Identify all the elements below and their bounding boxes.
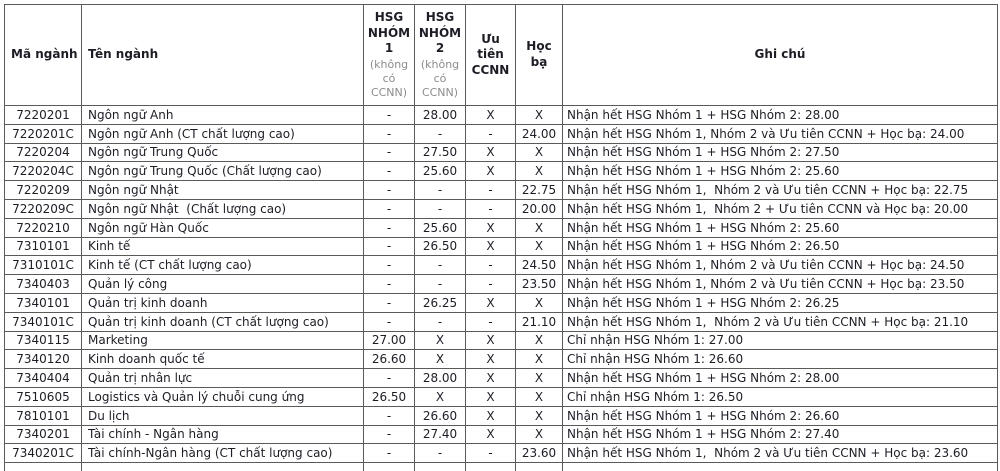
hsg-group2-cell: 26.25 [415,293,466,312]
transcript-cell: 23.60 [516,444,563,463]
note-cell: Nhận hết HSG Nhóm 1, Nhóm 2 + Ưu tiên CCNN và Học bạ: 20.00 [563,199,998,218]
col-header-hsg-group1-subnote: (không có CCNN) [369,57,409,99]
col-header-hsg-group1 [364,5,415,106]
col-header-hsg-group2 [415,5,466,106]
hsg-group2-cell: X [415,350,466,369]
major-code-cell: 7340101C [5,312,82,331]
major-name-cell: Tài chính - Ngân hàng [82,425,364,444]
major-code-cell: 7220201 [5,106,82,125]
transcript-cell: X [516,425,563,444]
note-cell: Nhận hết HSG Nhóm 1, Nhóm 2 và Ưu tiên CCNN + Học bạ: 22.75 [563,181,998,200]
hsg-group1-cell: - [364,256,415,275]
table-row [5,237,998,256]
note-cell: Chỉ nhận HSG Nhóm 1: 26.50 [563,387,998,406]
note-cell: Nhận hết HSG Nhóm 1 + HSG Nhóm 2: 26.50 [563,237,998,256]
table-row [5,387,998,406]
col-header-hsg-group2-subnote: (không có CCNN) [420,57,460,99]
hsg-group2-cell: X [415,387,466,406]
hsg-group2-cell: - [415,199,466,218]
ccnn-priority-cell: - [466,181,516,200]
major-code-cell: 7340404 [5,369,82,388]
note-cell: Nhận hết HSG Nhóm 1, Nhóm 2 và Ưu tiên CCNN + Học bạ: 23.50 [563,275,998,294]
col-header-hsg-group2-label: HSG NHÓM 2 [418,9,462,56]
ccnn-priority-cell: X [466,369,516,388]
major-code-cell: 7340201 [5,425,82,444]
table-row [5,331,998,350]
ccnn-priority-cell: - [466,444,516,463]
table-row [5,143,998,162]
transcript-cell: X [516,350,563,369]
table-row [5,275,998,294]
major-name-cell: Tài chính-Ngân hàng (CT chất lượng cao) [82,444,364,463]
major-name-cell [82,463,364,471]
table-header [5,5,998,106]
major-name-cell: Logistics và Quản lý chuỗi cung ứng [82,387,364,406]
note-cell: Nhận hết HSG Nhóm 1 + HSG Nhóm 2: 28.00 [563,106,998,125]
note-cell: Nhận hết HSG Nhóm 1, Nhóm 2 và Ưu tiên CCNN + Học bạ: 24.00 [563,124,998,143]
hsg-group2-cell: 26.50 [415,237,466,256]
major-code-cell: 7310101 [5,237,82,256]
hsg-group1-cell: - [364,143,415,162]
ccnn-priority-cell: X [466,350,516,369]
admission-scores-table [4,4,998,471]
table-row [5,425,998,444]
major-code-cell: 7340403 [5,275,82,294]
hsg-group2-cell: - [415,312,466,331]
col-header-transcript: Học bạ [516,5,563,106]
ccnn-priority-cell: X [466,406,516,425]
hsg-group2-cell: - [415,444,466,463]
hsg-group1-cell: 26.50 [364,387,415,406]
major-code-cell: 7340115 [5,331,82,350]
hsg-group1-cell [364,463,415,471]
hsg-group2-cell: X [415,331,466,350]
table-row [5,406,998,425]
hsg-group2-cell: 28.00 [415,369,466,388]
major-name-cell: Kinh tế [82,237,364,256]
note-cell: Nhận hết HSG Nhóm 1, Nhóm 2 và Ưu tiên CCNN + Học bạ: 21.10 [563,312,998,331]
major-code-cell: 7340101 [5,293,82,312]
ccnn-priority-cell: X [466,106,516,125]
hsg-group1-cell: - [364,237,415,256]
major-name-cell: Quản trị nhân lực [82,369,364,388]
ccnn-priority-cell: - [466,199,516,218]
hsg-group1-cell: - [364,162,415,181]
hsg-group1-cell: - [364,369,415,388]
major-name-cell: Marketing [82,331,364,350]
major-name-cell: Du lịch [82,406,364,425]
transcript-cell: X [516,387,563,406]
hsg-group2-cell [415,463,466,471]
hsg-group2-cell: 28.00 [415,106,466,125]
ccnn-priority-cell: - [466,256,516,275]
hsg-group1-cell: - [364,425,415,444]
note-cell: Nhận hết HSG Nhóm 1 + HSG Nhóm 2: 27.40 [563,425,998,444]
ccnn-priority-cell: X [466,162,516,181]
major-name-cell: Ngôn ngữ Nhật (Chất lượng cao) [82,199,364,218]
hsg-group2-cell: 26.60 [415,406,466,425]
ccnn-priority-cell: X [466,331,516,350]
hsg-group2-cell: - [415,181,466,200]
transcript-cell: 24.50 [516,256,563,275]
table-row [5,312,998,331]
hsg-group1-cell: - [364,293,415,312]
ccnn-priority-cell: - [466,312,516,331]
hsg-group1-cell: - [364,106,415,125]
note-cell: Nhận hết HSG Nhóm 1 + HSG Nhóm 2: 25.60 [563,218,998,237]
transcript-cell: X [516,218,563,237]
major-name-cell: Kinh doanh quốc tế [82,350,364,369]
major-name-cell: Ngôn ngữ Nhật [82,181,364,200]
note-cell: Nhận hết HSG Nhóm 1, Nhóm 2 và Ưu tiên CCNN + Học bạ: 24.50 [563,256,998,275]
note-cell: Nhận hết HSG Nhóm 1 + HSG Nhóm 2: 27.50 [563,143,998,162]
major-name-cell: Ngôn ngữ Hàn Quốc [82,218,364,237]
ccnn-priority-cell: - [466,124,516,143]
note-cell: Nhận hết HSG Nhóm 1, Nhóm 2 và Ưu tiên CCNN + Học bạ: 23.60 [563,444,998,463]
note-cell [563,463,998,471]
table-row [5,350,998,369]
major-code-cell: 7340201C [5,444,82,463]
ccnn-priority-cell: X [466,293,516,312]
table-row [5,256,998,275]
hsg-group2-cell: - [415,124,466,143]
hsg-group2-cell: 25.60 [415,218,466,237]
transcript-cell: 20.00 [516,199,563,218]
table-row [5,162,998,181]
hsg-group1-cell: 27.00 [364,331,415,350]
hsg-group1-cell: 26.60 [364,350,415,369]
note-cell: Nhận hết HSG Nhóm 1 + HSG Nhóm 2: 26.60 [563,406,998,425]
header-row [5,5,998,106]
hsg-group2-cell: - [415,256,466,275]
major-code-cell: 7510605 [5,387,82,406]
transcript-cell: X [516,406,563,425]
major-code-cell: 7220209 [5,181,82,200]
ccnn-priority-cell: X [466,237,516,256]
ccnn-priority-cell: X [466,387,516,406]
major-code-cell: 7310101C [5,256,82,275]
note-cell: Chỉ nhận HSG Nhóm 1: 26.60 [563,350,998,369]
major-code-cell: 7810101 [5,406,82,425]
table-row [5,124,998,143]
major-name-cell: Ngôn ngữ Trung Quốc [82,143,364,162]
transcript-cell: X [516,143,563,162]
table-row [5,369,998,388]
hsg-group1-cell: - [364,275,415,294]
transcript-cell: 23.50 [516,275,563,294]
table-row [5,444,998,463]
ccnn-priority-cell: X [466,425,516,444]
table-row [5,463,998,471]
major-name-cell: Ngôn ngữ Trung Quốc (Chất lượng cao) [82,162,364,181]
ccnn-priority-cell [466,463,516,471]
table-row [5,218,998,237]
hsg-group1-cell: - [364,312,415,331]
transcript-cell: X [516,369,563,388]
transcript-cell: X [516,106,563,125]
table-row [5,106,998,125]
transcript-cell: X [516,237,563,256]
hsg-group2-cell: 27.40 [415,425,466,444]
transcript-cell: X [516,293,563,312]
major-code-cell: 7220210 [5,218,82,237]
hsg-group2-cell: 27.50 [415,143,466,162]
table-row [5,199,998,218]
table-row [5,181,998,200]
major-name-cell: Ngôn ngữ Anh [82,106,364,125]
transcript-cell [516,463,563,471]
transcript-cell: 22.75 [516,181,563,200]
col-header-note: Ghi chú [563,5,998,106]
col-header-major-name: Tên ngành [82,5,364,106]
hsg-group2-cell: - [415,275,466,294]
major-code-cell: 7340120 [5,350,82,369]
major-code-cell: 7220204C [5,162,82,181]
hsg-group1-cell: - [364,124,415,143]
hsg-group1-cell: - [364,181,415,200]
hsg-group1-cell: - [364,444,415,463]
ccnn-priority-cell: X [466,218,516,237]
hsg-group1-cell: - [364,218,415,237]
major-name-cell: Quản trị kinh doanh (CT chất lượng cao) [82,312,364,331]
note-cell: Nhận hết HSG Nhóm 1 + HSG Nhóm 2: 26.25 [563,293,998,312]
col-header-major-code: Mã ngành [5,5,82,106]
table-row [5,293,998,312]
ccnn-priority-cell: X [466,143,516,162]
transcript-cell: 21.10 [516,312,563,331]
major-code-cell [5,463,82,471]
note-cell: Nhận hết HSG Nhóm 1 + HSG Nhóm 2: 28.00 [563,369,998,388]
major-code-cell: 7220204 [5,143,82,162]
transcript-cell: 24.00 [516,124,563,143]
major-name-cell: Kinh tế (CT chất lượng cao) [82,256,364,275]
major-name-cell: Ngôn ngữ Anh (CT chất lượng cao) [82,124,364,143]
note-cell: Chỉ nhận HSG Nhóm 1: 27.00 [563,331,998,350]
col-header-ccnn-priority: Ưu tiên CCNN [466,5,516,106]
ccnn-priority-cell: - [466,275,516,294]
transcript-cell: X [516,162,563,181]
table-body [5,106,998,471]
major-name-cell: Quản trị kinh doanh [82,293,364,312]
major-code-cell: 7220209C [5,199,82,218]
col-header-hsg-group1-label: HSG NHÓM 1 [367,9,411,56]
note-cell: Nhận hết HSG Nhóm 1 + HSG Nhóm 2: 25.60 [563,162,998,181]
major-code-cell: 7220201C [5,124,82,143]
hsg-group1-cell: - [364,406,415,425]
hsg-group2-cell: 25.60 [415,162,466,181]
hsg-group1-cell: - [364,199,415,218]
transcript-cell: X [516,331,563,350]
major-name-cell: Quản lý công [82,275,364,294]
